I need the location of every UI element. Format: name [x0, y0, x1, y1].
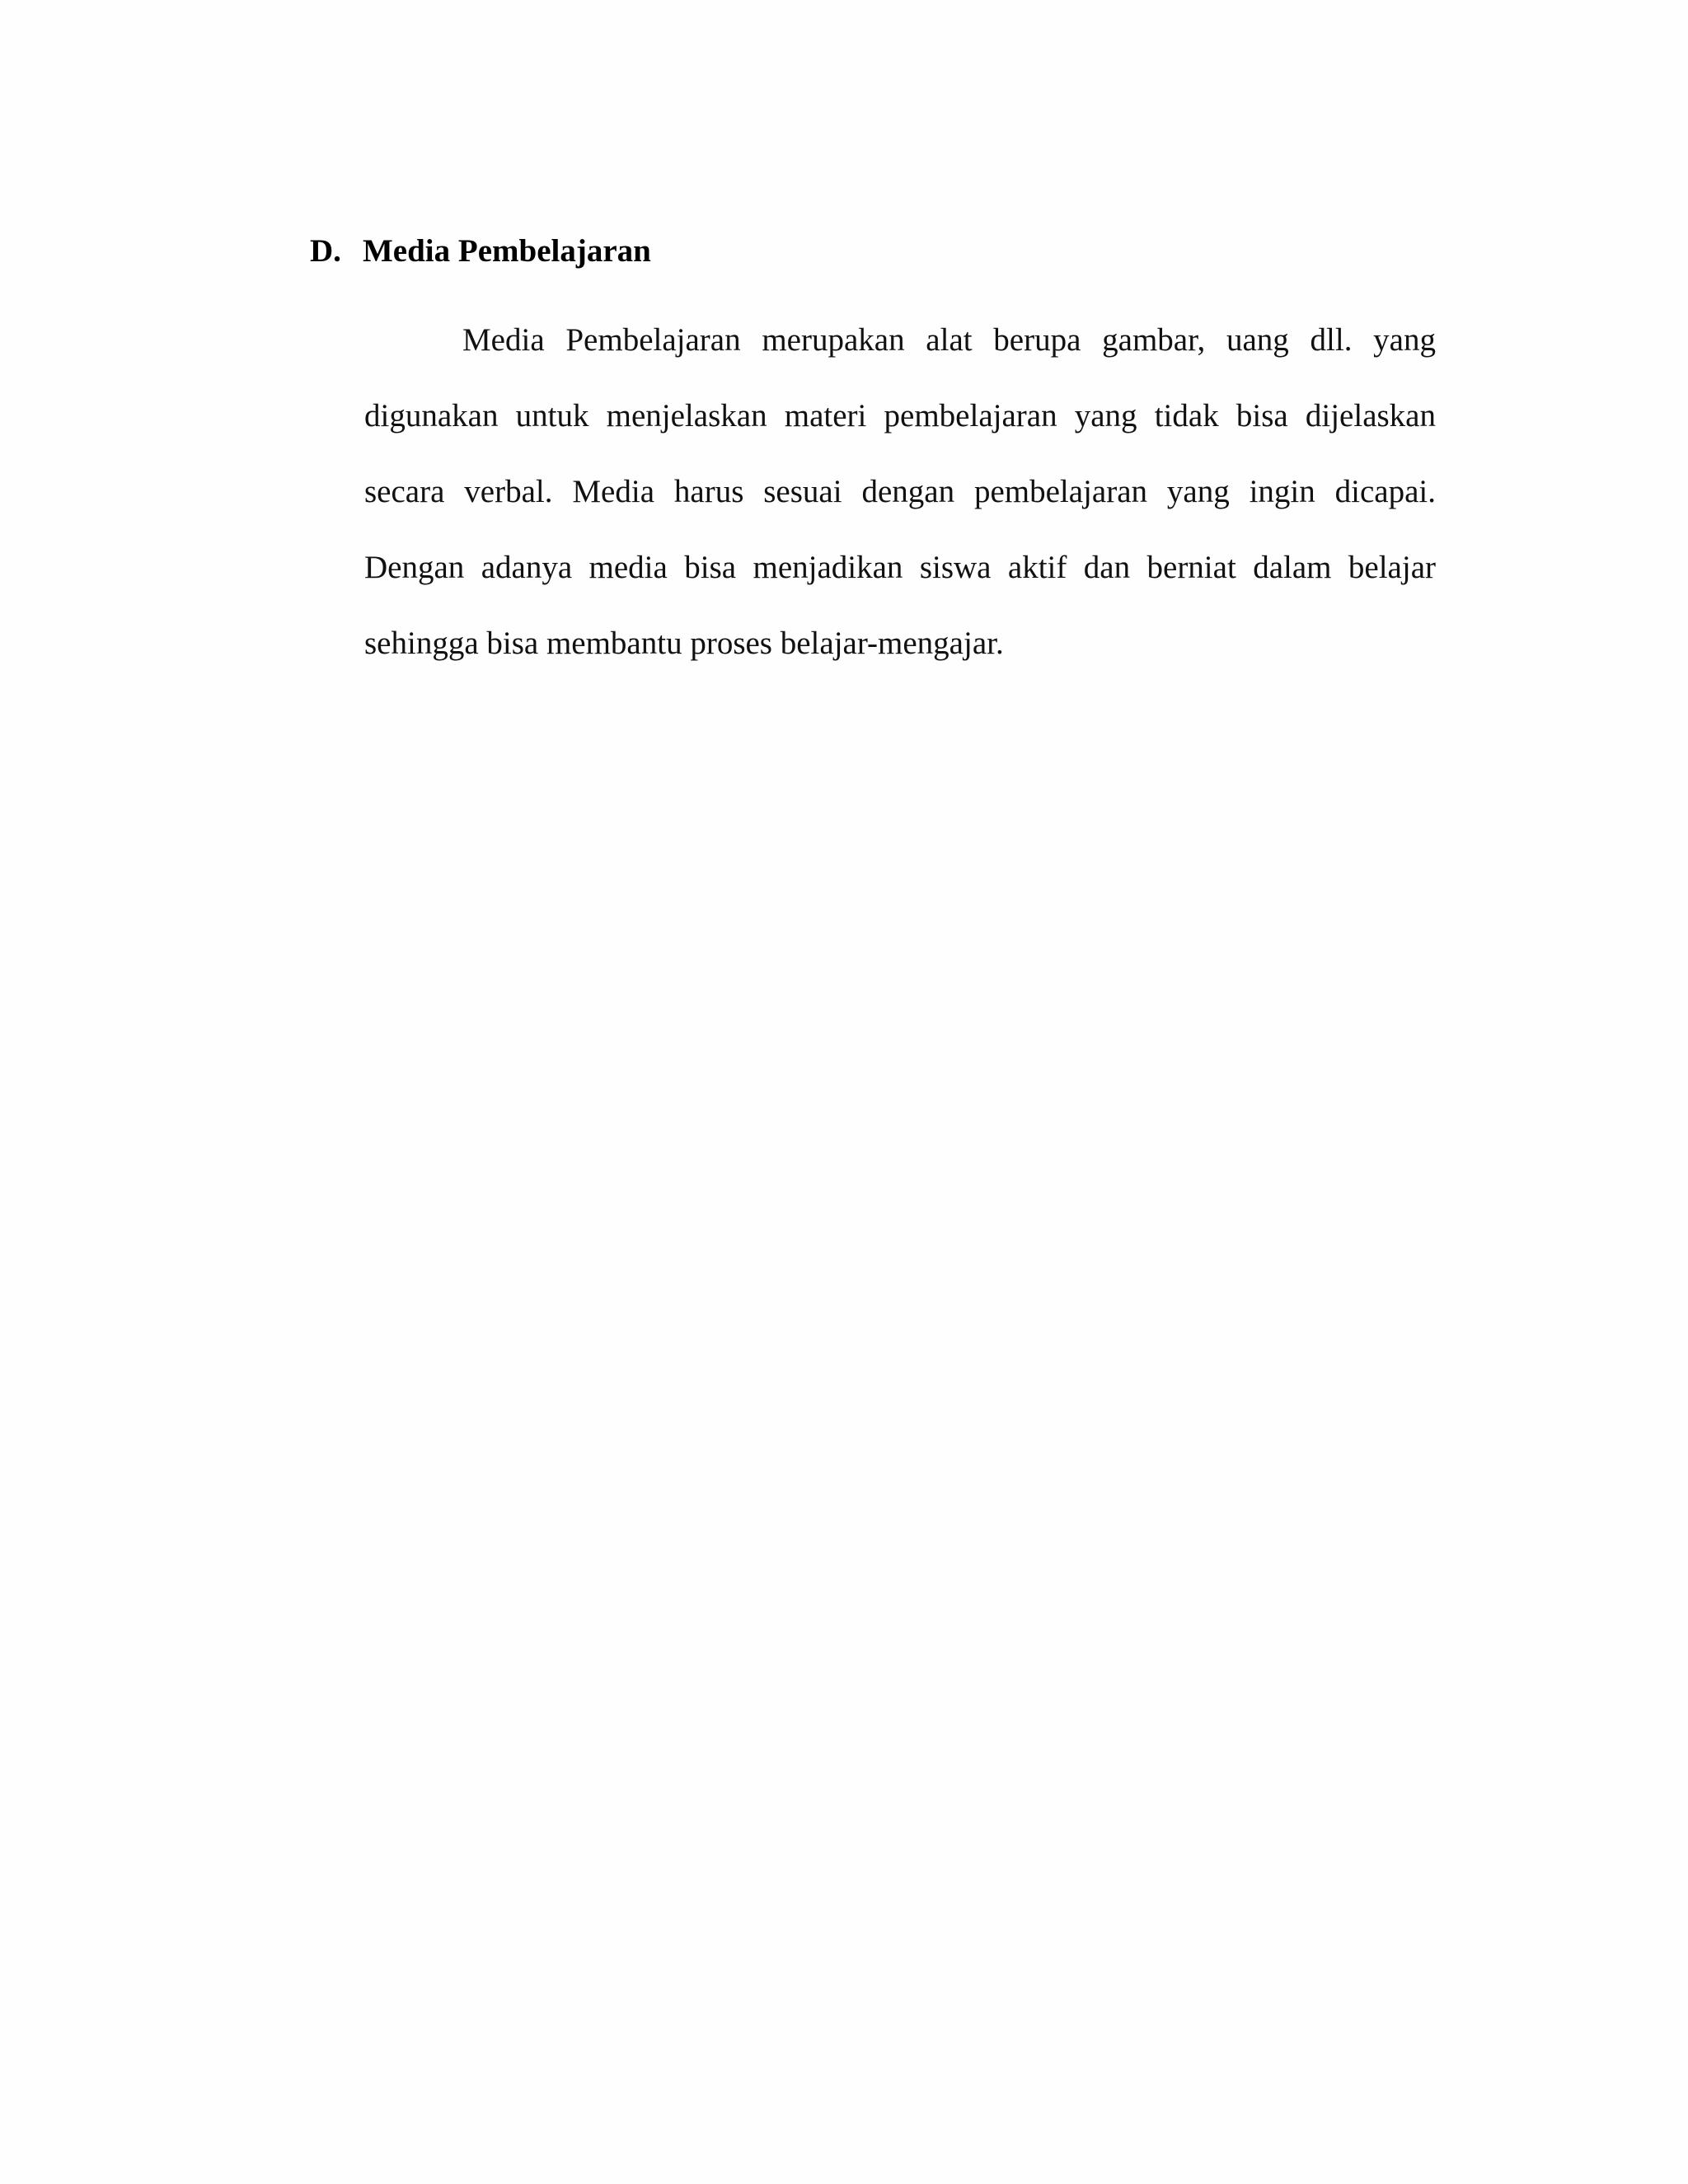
section-number: D. [310, 233, 341, 269]
body-paragraph: Media Pembelajaran merupakan alat berupa gambar, uang dll. yang digunakan untuk menjelaskan materi pembelajaran yang tidak bisa dijelaskan secara verbal. Media harus sesuai dengan pembelajaran yang ingin dicapai. Dengan adanya media bisa menjadikan siswa aktif dan berniat dalam belajar sehingga bisa membantu proses belajar-mengajar. [364, 322, 1436, 661]
section-title: Media Pembelajaran [363, 233, 651, 269]
section-heading [310, 231, 1381, 272]
